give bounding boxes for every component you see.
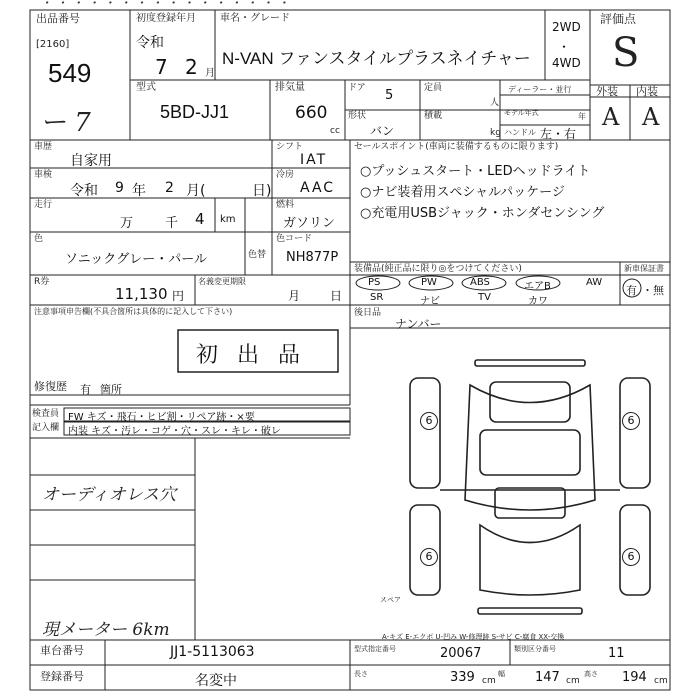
type-value: 5BD-JJ1 bbox=[160, 102, 230, 122]
exterior-grade: A bbox=[602, 103, 620, 131]
equip-navi: ナビ bbox=[420, 296, 440, 307]
shift-value: IAT bbox=[300, 152, 328, 168]
capacity-unit: 人 bbox=[490, 98, 500, 108]
length-unit: cm bbox=[482, 676, 496, 686]
damage-mark-front-left: 6 bbox=[420, 412, 438, 430]
recycle-unit: 円 bbox=[172, 289, 185, 303]
usage-value: 自家用 bbox=[70, 153, 112, 169]
interior-grade: A bbox=[642, 103, 660, 131]
recycle-label: R券 bbox=[34, 277, 50, 287]
height-value: 194 bbox=[622, 670, 647, 685]
body-value: バン bbox=[370, 124, 395, 138]
shaken-era: 令和 bbox=[70, 183, 98, 199]
repair-value: 有 bbox=[80, 383, 91, 396]
equip-sr: SR bbox=[370, 292, 384, 303]
lot-label: 出品番号 bbox=[36, 12, 80, 25]
equip-leather: カワ bbox=[528, 296, 548, 307]
reg-month: 2 bbox=[185, 55, 198, 79]
fuel-value: ガソリン bbox=[283, 216, 336, 231]
type-cert-label: 型式指定番号 bbox=[354, 645, 396, 653]
chassis-label: 車台番号 bbox=[40, 644, 84, 657]
warranty-no: ・無 bbox=[642, 284, 664, 297]
equip-abs: ABS bbox=[470, 277, 490, 288]
interior-label: 内装 bbox=[636, 85, 658, 98]
handwritten-note-2: 現メーター 6km bbox=[42, 620, 170, 640]
shift-label: シフト bbox=[276, 142, 304, 152]
post-label: 後日品 bbox=[354, 308, 382, 318]
grade-label: 評価点 bbox=[600, 12, 637, 26]
fuel-label: 燃料 bbox=[276, 200, 295, 210]
grade-value: S bbox=[612, 30, 640, 76]
shaken-label: 車検 bbox=[34, 170, 53, 180]
corner-handwriting: ー 7 bbox=[40, 108, 91, 138]
color-label: 色 bbox=[34, 234, 44, 244]
body-label: 形状 bbox=[348, 111, 367, 121]
equip-ps: PS bbox=[368, 277, 381, 288]
inspector-label-2: 記入欄 bbox=[32, 423, 60, 433]
regno-value: 名変中 bbox=[195, 673, 237, 689]
color-code-value: NH877P bbox=[286, 250, 339, 265]
sales-point-1: ○プッシュスタート・LEDヘッドライト bbox=[360, 164, 591, 179]
reg-era: 令和 bbox=[136, 35, 164, 51]
lot-number: 549 bbox=[48, 58, 92, 88]
equip-tv: TV bbox=[478, 292, 491, 303]
equipment-label: 装備品(純正品に限り◎をつけてください) bbox=[354, 264, 522, 274]
drive-4wd: 4WD bbox=[552, 56, 581, 70]
drive-2wd: 2WD bbox=[552, 20, 581, 34]
meigi-label: 名義変更期限 bbox=[198, 277, 246, 286]
meigi-month: 月 bbox=[288, 289, 301, 303]
new-car-warranty-label: 新車保証書 bbox=[624, 264, 664, 273]
load-label: 積載 bbox=[424, 111, 443, 121]
regno-label: 登録番号 bbox=[40, 670, 84, 683]
sales-points-label: セールスポイント(車両に装備するものに限ります) bbox=[354, 142, 559, 152]
width-label: 幅 bbox=[498, 670, 505, 678]
inspector-label-1: 検査員 bbox=[32, 409, 60, 419]
mileage-unit: km bbox=[220, 214, 236, 225]
mileage-man: 万 bbox=[120, 216, 134, 231]
shaken-year-unit: 年 bbox=[132, 183, 146, 199]
model-label: 車名・グレード bbox=[220, 13, 290, 24]
door-value: 5 bbox=[385, 88, 394, 103]
cc-label: 排気量 bbox=[275, 82, 305, 93]
reg-month-unit: 月 bbox=[205, 68, 215, 79]
damage-mark-rear-right: 6 bbox=[622, 548, 640, 566]
equip-airbag: エアB bbox=[524, 281, 551, 292]
damage-mark-rear-left: 6 bbox=[420, 548, 438, 566]
color-value: ソニックグレー・パール bbox=[65, 252, 207, 267]
width-value: 147 bbox=[535, 670, 560, 685]
equip-aw: AW bbox=[586, 277, 603, 288]
repair-suffix: 箇所 bbox=[100, 383, 122, 396]
reg-label: 初度登録年月 bbox=[136, 13, 196, 24]
category-value: 11 bbox=[608, 646, 625, 661]
aircon-value: AAC bbox=[300, 180, 336, 196]
model-name: N-VAN ファンスタイルプラスネイチャー bbox=[222, 49, 531, 68]
meigi-day: 日 bbox=[330, 289, 343, 303]
mileage-sen: 千 bbox=[165, 216, 179, 231]
length-value: 339 bbox=[450, 670, 475, 685]
category-label: 類別区分番号 bbox=[514, 645, 556, 653]
exterior-label: 外装 bbox=[596, 85, 618, 98]
height-label: 高さ bbox=[584, 670, 598, 678]
usage-label: 車歴 bbox=[34, 142, 53, 152]
color-change-label: 色替 bbox=[248, 250, 267, 260]
cc-unit: cc bbox=[330, 126, 340, 136]
chassis-value: JJ1-5113063 bbox=[170, 644, 255, 660]
type-label: 型式 bbox=[136, 82, 156, 93]
type-cert-value: 20067 bbox=[440, 646, 482, 661]
shaken-month: 2 bbox=[165, 180, 174, 196]
handwritten-note-1: オーディオレス穴 bbox=[42, 485, 177, 505]
model-year-unit: 年 bbox=[578, 112, 586, 121]
mileage-label: 走行 bbox=[34, 200, 53, 210]
shaken-month-unit: 月( bbox=[186, 183, 206, 199]
top-cutoff-text: ・ ・ ・ ・ ・ ・ ・ ・ ・ ・ ・ ・ ・ ・ ・ ・ bbox=[40, 0, 290, 10]
post-value: ナンバー bbox=[395, 317, 442, 331]
equip-pw: PW bbox=[421, 277, 437, 288]
spare-label: スペア bbox=[380, 596, 401, 604]
cc-value: 660 bbox=[295, 103, 328, 123]
inspector-row2: 内装 キズ・汚レ・コゲ・穴・スレ・キレ・破レ bbox=[68, 426, 281, 437]
notes-label: 注意事項申告欄(不具合箇所は具体的に記入して下さい) bbox=[34, 307, 233, 316]
repair-label: 修復歴 bbox=[34, 380, 67, 393]
damage-legend: A-キズ E-エクボ U-凹み W-修理跡 S-サビ C-腐食 XX-交換 bbox=[382, 633, 565, 641]
mileage-value: 4 bbox=[195, 210, 205, 228]
sales-point-3: ○充電用USBジャック・ホンダセンシング bbox=[360, 206, 605, 221]
door-label: ドア bbox=[348, 83, 366, 93]
recycle-value: 11,130 bbox=[115, 285, 168, 303]
length-label: 長さ bbox=[354, 670, 368, 678]
damage-mark-front-right: 6 bbox=[622, 412, 640, 430]
model-year-label: モデル年式 bbox=[504, 109, 539, 117]
drive-dot: ・ bbox=[558, 40, 571, 54]
capacity-label: 定員 bbox=[424, 83, 443, 93]
reg-year: 7 bbox=[155, 55, 168, 79]
car-diagram bbox=[410, 360, 650, 614]
lot-sub: [2160] bbox=[36, 39, 70, 50]
first-listing: 初 出 品 bbox=[196, 343, 306, 368]
inspector-row1: FW キズ・飛石・ヒビ割・リペア跡・×要 bbox=[68, 412, 255, 423]
height-unit: cm bbox=[654, 676, 668, 686]
sales-point-2: ○ナビ装着用スペシャルパッケージ bbox=[360, 185, 565, 200]
warranty-yes: 有 bbox=[626, 284, 637, 297]
aircon-label: 冷房 bbox=[276, 170, 295, 180]
width-unit: cm bbox=[566, 676, 580, 686]
handle-label: ハンドル bbox=[504, 128, 536, 137]
color-code-label: 色コード bbox=[276, 234, 313, 244]
shaken-year: 9 bbox=[115, 180, 124, 196]
dealer-label: ディーラー・並行 bbox=[508, 85, 572, 94]
handle-value: 左・右 bbox=[540, 127, 577, 141]
shaken-day-unit: 日) bbox=[252, 183, 272, 199]
load-unit: kg bbox=[490, 128, 501, 138]
